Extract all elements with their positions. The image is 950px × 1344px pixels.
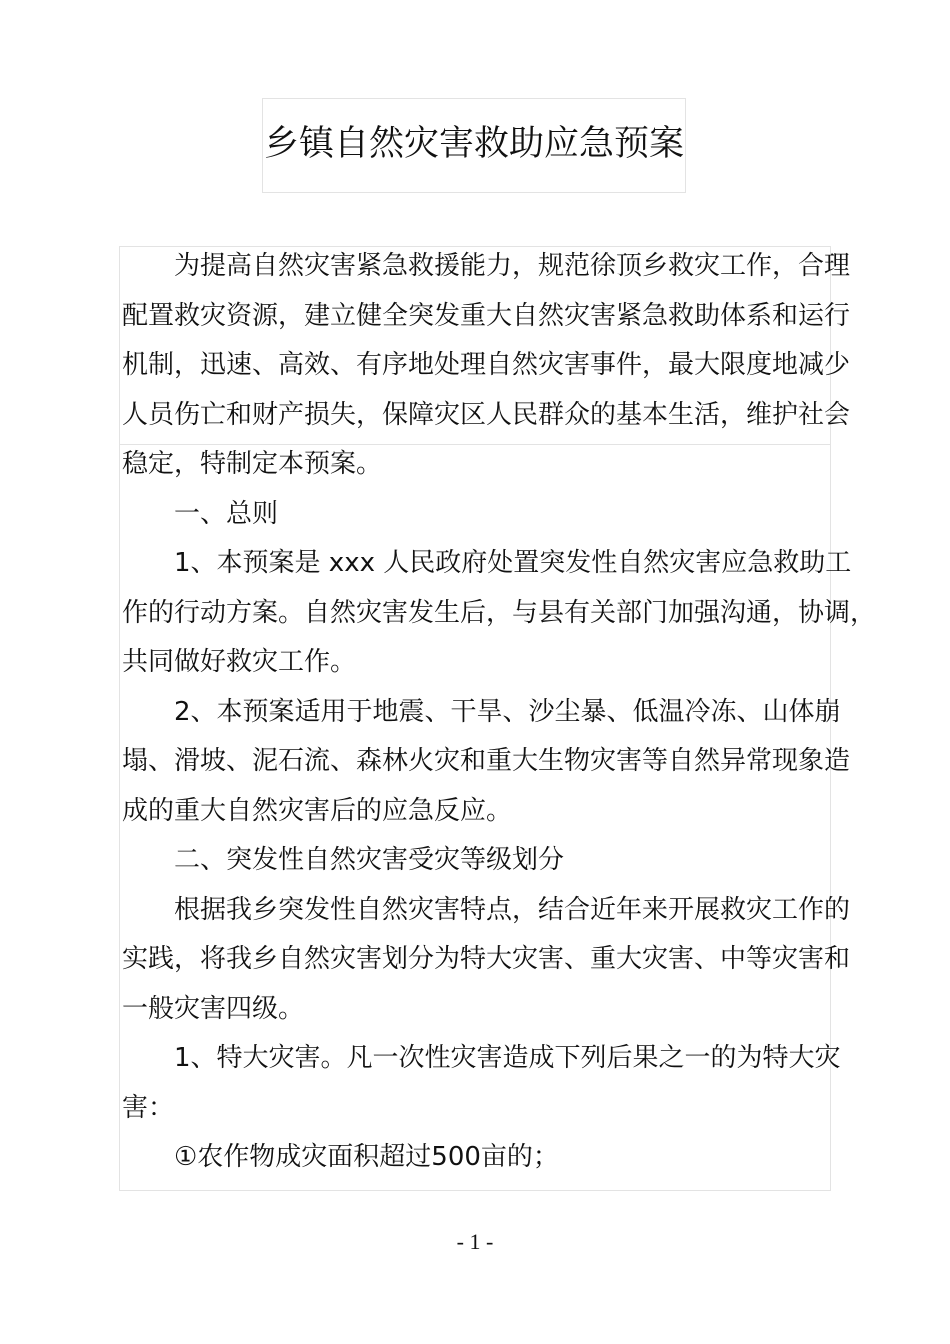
text-line: 实践，将我乡自然灾害划分为特大灾害、重大灾害、中等灾害和 — [122, 944, 851, 974]
list-item: ①农作物成灾面积超过500亩的； — [174, 1142, 559, 1172]
section-heading: 二、突发性自然灾害受灾等级划分 — [174, 845, 565, 875]
section-heading: 一、总则 — [174, 498, 279, 529]
text-line: 作的行动方案。自然灾害发生后，与县有关部门加强沟通，协调， — [122, 597, 877, 628]
text-line: 人员伤亡和财产损失，保障灾区人民群众的基本生活，维护社会 — [122, 399, 851, 430]
document-title: 乡镇自然灾害救助应急预案 — [263, 124, 684, 164]
text-line: 机制，迅速、高效、有序地处理自然灾害事件，最大限度地减少 — [122, 350, 851, 380]
text-line: 为提高自然灾害紧急救援能力，规范徐顶乡救灾工作，合理 — [174, 251, 851, 281]
text-line: 配置救灾资源，建立健全突发重大自然灾害紧急救助体系和运行 — [122, 300, 851, 331]
text-line: 共同做好救灾工作。 — [122, 647, 357, 677]
text-line: 塌、滑坡、泥石流、森林火灾和重大生物灾害等自然异常现象造 — [122, 746, 851, 776]
text-line: 1、特大灾害。凡一次性灾害造成下列后果之一的为特大灾 — [174, 1043, 841, 1073]
document-body — [122, 242, 877, 1183]
text-line: 一般灾害四级。 — [122, 993, 305, 1024]
text-line: 1、本预案是 xxx 人民政府处置突发性自然灾害应急救助工 — [174, 548, 852, 578]
text-line: 害： — [122, 1092, 175, 1123]
text-line: 根据我乡突发性自然灾害特点，结合近年来开展救灾工作的 — [174, 894, 851, 925]
text-line: 2、本预案适用于地震、干旱、沙尘暴、低温冷冻、山体崩 — [174, 696, 841, 727]
text-line: 成的重大自然灾害后的应急反应。 — [122, 795, 513, 826]
page-number: - 1 - — [456, 1229, 494, 1254]
text-line: 稳定，特制定本预案。 — [122, 449, 383, 479]
